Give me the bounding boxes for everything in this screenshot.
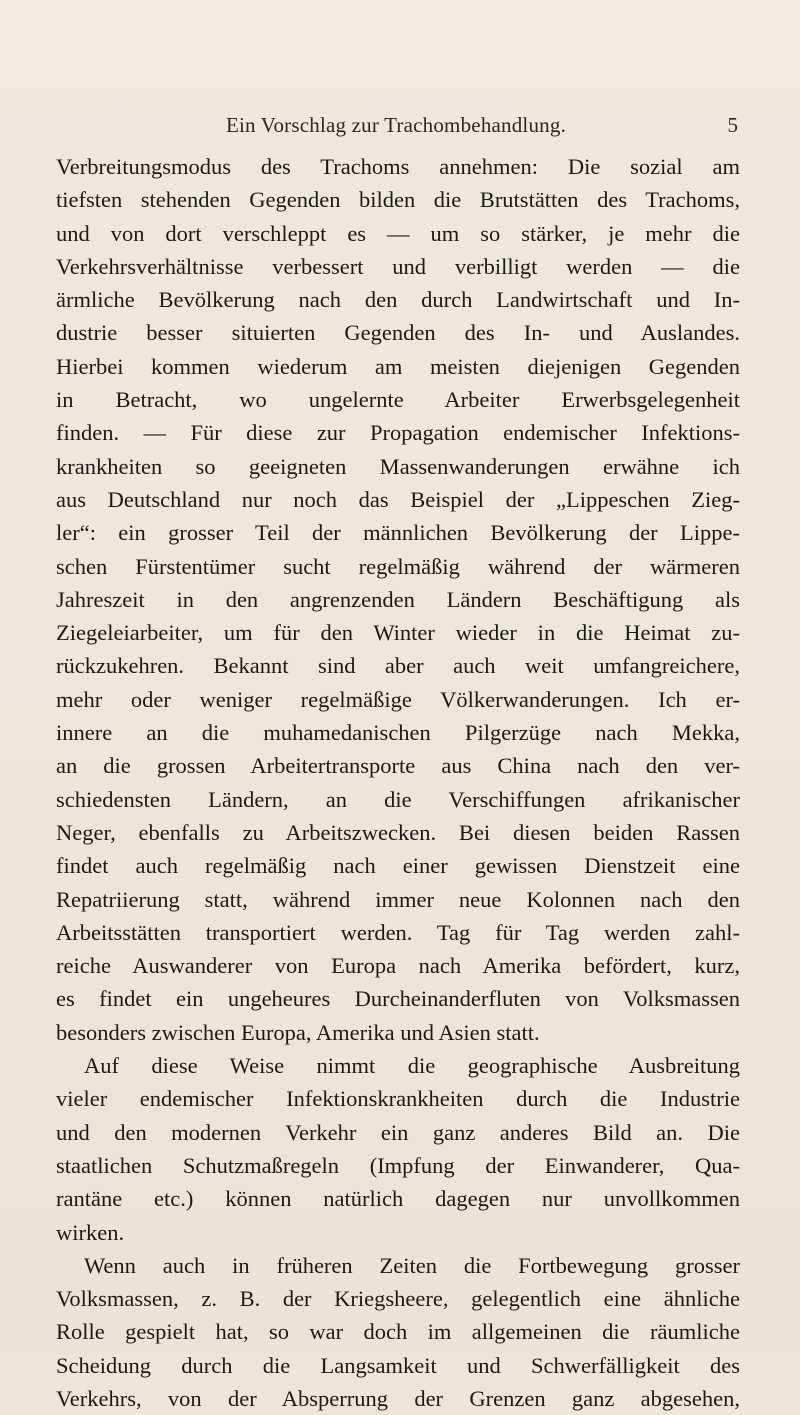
text-line: aus Deutschland nur noch das Beispiel der „Lippeschen Zieg-: [56, 486, 740, 512]
text-line: reiche Auswanderer von Europa nach Amerika befördert, kurz,: [56, 953, 740, 979]
running-head: [54, 113, 738, 143]
text-line: findet auch regelmäßig nach einer gewissen Dienstzeit eine: [56, 853, 740, 879]
running-title: Ein Vorschlag zur Trachombehandlung.: [225, 113, 567, 137]
text-line: und den modernen Verkehr ein ganz anderes Bild an. Die: [56, 1119, 740, 1145]
text-line: besonders zwischen Europa, Amerika und Asien statt.: [56, 1019, 540, 1045]
text-line: Verkehrs, von der Absperrung der Grenzen ganz abgesehen,: [56, 1385, 740, 1411]
text-line: dustrie besser situierten Gegenden des In- und Auslandes.: [56, 320, 740, 346]
text-line: schiedensten Ländern, an die Verschiffungen afrikanischer: [56, 786, 740, 812]
text-line: rantäne etc.) können natürlich dagegen nur unvollkommen: [56, 1186, 740, 1212]
text-line: vieler endemischer Infektionskrankheiten durch die Industrie: [56, 1086, 740, 1112]
text-line: innere an die muhamedanischen Pilgerzüge nach Mekka,: [56, 720, 740, 746]
text-line: tiefsten stehenden Gegenden bilden die Brutstätten des Trachoms,: [56, 187, 740, 213]
text-line: Arbeitsstätten transportiert werden. Tag für Tag werden zahl-: [56, 919, 740, 945]
text-line: Neger, ebenfalls zu Arbeitszwecken. Bei diesen beiden Rassen: [56, 819, 740, 845]
text-line: ler“: ein grosser Teil der männlichen Bevölkerung der Lippe-: [56, 520, 740, 546]
text-line: Verbreitungsmodus des Trachoms annehmen: Die sozial am: [56, 154, 740, 179]
text-line: Rolle gespielt hat, so war doch im allgemeinen die räumliche: [56, 1319, 740, 1345]
text-line: in Betracht, wo ungelernte Arbeiter Erwerbsgelegenheit: [56, 387, 740, 413]
text-line: Repatriierung statt, während immer neue Kolonnen nach den: [56, 886, 740, 912]
text-line: Hierbei kommen wiederum am meisten diejenigen Gegenden: [56, 353, 740, 379]
text-line: es findet ein ungeheures Durcheinanderfluten von Volksmassen: [56, 986, 740, 1012]
text-line: ärmliche Bevölkerung nach den durch Landwirtschaft und In-: [56, 287, 740, 313]
text-line: und von dort verschleppt es — um so stärker, je mehr die: [56, 220, 740, 246]
text-line: Jahreszeit in den angrenzenden Ländern Beschäftigung als: [56, 586, 740, 612]
text-line: mehr oder weniger regelmäßige Völkerwanderungen. Ich er-: [56, 686, 740, 712]
text-line: Verkehrsverhältnisse verbessert und verbilligt werden — die: [56, 253, 740, 279]
text-line: rückzukehren. Bekannt sind aber auch weit umfangreichere,: [56, 653, 740, 679]
text-line: Ziegeleiarbeiter, um für den Winter wieder in die Heimat zu-: [56, 620, 740, 646]
text-line: finden. — Für diese zur Propagation endemischer Infektions-: [56, 420, 740, 446]
text-line: wirken.: [56, 1219, 125, 1245]
text-line: Scheidung durch die Langsamkeit und Schwerfälligkeit des: [56, 1352, 740, 1378]
text-line: krankheiten so geeigneten Massenwanderungen erwähne ich: [56, 453, 740, 479]
text-line: Auf diese Weise nimmt die geographische Ausbreitung: [84, 1053, 740, 1079]
body-text: [56, 150, 740, 1415]
text-line: Volksmassen, z. B. der Kriegsheere, gelegentlich eine ähnliche: [56, 1286, 740, 1312]
page-number: 5: [727, 113, 738, 137]
text-line: schen Fürstentümer sucht regelmäßig während der wärmeren: [56, 553, 740, 579]
text-line: staatlichen Schutzmaßregeln (Impfung der Einwanderer, Qua-: [56, 1152, 740, 1178]
text-line: Wenn auch in früheren Zeiten die Fortbewegung grosser: [84, 1252, 740, 1278]
text-line: an die grossen Arbeitertransporte aus China nach den ver-: [56, 753, 740, 779]
